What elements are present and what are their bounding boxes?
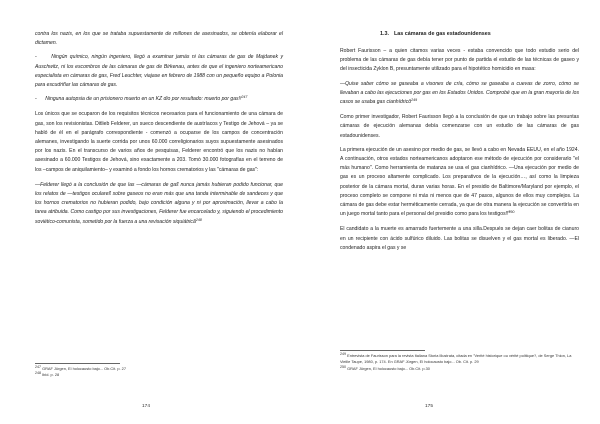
paragraph-text: La primera ejecución de un asesino por medio de gas, se llevó a cabo en Nevada EEUU, en el año 1924. A continuación, otros estados norteamericanos adoptaron ese método de ejecución por considerarlo "el más humano". Como herramienta de matanza se usa el gas cianhídrico. —Una ejecución por medio de gas es un proceso altamente complicado. Los preparativos de la ejecución…, así como la limpieza posterior de la cámara mortal, duran varias horas. En el presidio de Baltimore/Maryland por ejemplo, el proceso completo se compone ni más ni menos que de 47 pasos, algunos de ellos muy complejos. La cámara de gas debe estar herméticamente cerrada, ya que de otra manera la ejecución se convertiría en un juego mortal tanto para el personal del presidio como para los testigos!!̃ [340, 146, 579, 218]
footnote-ref[interactable]: 247 [241, 95, 248, 100]
paragraph [35, 30, 283, 48]
paragraph [340, 47, 579, 75]
paragraph-text: —Felderer llegó a la conclusión de que las —cámaras de gas̃ nunca jamás hubieran podido funcionar, que los relatos de —testigos oculares̃ sobre gaseos no eran más que una tanda interminable de sandeces y que los hornos crematorios no hubieran podido, bajo condición alguna y ni por aproximación, llevar a cabo la tarea atribuida. Como castigo por sus investigaciones, Felderer fue encarcelado y, siguiendo el procedimiento soviético-comunista, sometido por la fuerza a una revisación siquiátricã [35, 181, 283, 225]
footnote [340, 366, 579, 372]
footnote-text: GRAF Jürgen, El holocausto bajo... Ob.Cit. p. 27 [42, 366, 127, 371]
left-page-number: 174 [142, 404, 151, 409]
footnote-rule [340, 350, 425, 351]
paragraph [340, 225, 579, 253]
section-number: 1.3. [380, 31, 389, 37]
footnote-number: 250 [340, 364, 346, 369]
left-page-body [35, 30, 283, 227]
paragraph-text: Como primer investigador, Robert Faurisson llegó a la conclusión de que un trabajo sobre las presuntas cámaras de ejecución alemanas debía comenzarse con un estudio de las cámaras de gas estadounidenses. [340, 114, 579, 139]
paragraph [35, 53, 283, 90]
footnote-text: GRAF Jürgen, El holocausto bajo... Ob.Cit. p.30 [347, 365, 430, 371]
paragraph [35, 110, 283, 174]
paragraph [35, 181, 283, 227]
right-page-number: 175 [425, 404, 434, 409]
right-page [300, 0, 600, 424]
footnote-number: 248 [35, 371, 41, 376]
footnote-number: 247 [35, 365, 41, 369]
footnote-ref[interactable]: 248 [195, 217, 202, 222]
paragraph [340, 146, 579, 220]
footnote-number: 249 [340, 352, 346, 356]
footnote-text: Ibid. p. 28 [42, 372, 60, 378]
paragraph-text: Robert Faurisson – a quien citamos varias veces - estaba convencido que todo estudio serio del problema de las cámaras de gas debía tener por punto de partida el estudio de las técnicas de gaseo y del insecticida Zyklon B, presuntamente utilizado para el hipotético homicidio en masa: [340, 48, 579, 73]
left-footnotes [35, 363, 283, 379]
footnote-rule [35, 363, 120, 364]
paragraph-text: - Ningún químico, ningún ingeniero, llegó a examinar jamás ni las cámaras de gas de Majdanek y Auschwitz, ni los escombros de las cámaras de gas de Birkenau, antes de que el ingeniero norteamericano especialista en cámaras de gas, Fred Leuchter, viajase en febrero de 1988 con un pequeño equipo a Polonia para escudriñar las cámaras de gas. [35, 54, 283, 89]
paragraph-text: - Ninguna autopsia de un prisionero muerto en un KZ dio por resultado: muerto por gas!! [35, 96, 242, 103]
paragraph-text: contra los nazis, en los que se trataba supuestamente de millones de asesinados, se obtenía elaborar el dictamen. [35, 31, 283, 47]
paragraph [340, 113, 579, 141]
left-footnote-list [35, 366, 283, 379]
section-heading [380, 30, 579, 39]
footnote-ref[interactable]: 249 [411, 98, 418, 103]
paragraph-text: Los únicos que se ocuparon de los requisitos técnicos necesarios para el funcionamiento de una cámara de gas, son los revisionistas. Ditlieb Felderer, un sueco descendiente de austríacos y Testigo de Jehová – ya se habló de él en el parágrafo correspondiente - comenzó a ocuparse de los campos de concentración alemanes, investigando la suerte corrida por unos 60.000 correligionarios suyos supuestamente asesinados por los nazis. En el transcurso de varios años de pesquisas, Felderer encontró que los nazis no habían asesinado a 60.000 Testigos de Jehová, sino exactamente a 203. Tomó 30.000 fotografías en el terreno de los –campos de aniquilamiento– y examinó a fondo los hornos crematorios y las "cámaras de gas": [35, 111, 283, 173]
footnote [340, 353, 579, 366]
right-footnote-list [340, 353, 579, 372]
footnote-ref[interactable]: 250 [508, 210, 515, 215]
paragraph-text: El candidato a la muerte es amarrado fuertemente a una silla.Después se dejan caer bolitas de cianuro en un recipiente con ácido sulfúrico diluido. Las bolitas se disuelven y el gas mortal es liberado. —El condenado aspira el gas y se [340, 226, 579, 251]
footnote [35, 372, 283, 378]
right-footnotes [340, 350, 579, 372]
paragraph-text: —Quise saber cómo se gaseaba a visones de cría, cómo se gaseaba a cuevas de zorro, cómo se llevaban a cabo las ejecuciones por gas en los Estados Unidos. Comprobé que en la gran mayoría de los casos se usaba gas cianhídricõ [340, 80, 579, 106]
paragraph [340, 80, 579, 108]
right-page-body [340, 47, 579, 253]
section-title: Las cámaras de gas estadounidenses [394, 31, 491, 37]
paragraph [35, 95, 283, 104]
footnote-text: Entrevista de Faurisson para la revista Italiana Storia Illustrata, citada en "Verité historique ou vérité politique?, de Serge Thion, La Vieille Taupe, 1980, p. 174. En GRAF Jürgen, El holocausto bajo... Ob. Cit. p. 29 [340, 353, 572, 365]
